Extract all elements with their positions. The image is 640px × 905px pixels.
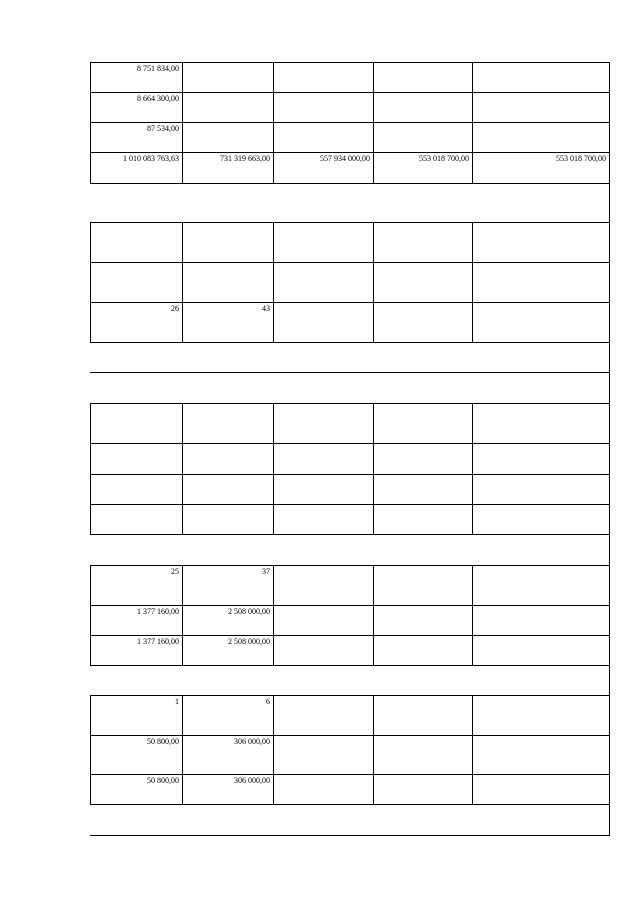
row-rule [90,735,610,736]
column-rule [273,565,274,665]
table-cell: 1 377 160,00 [137,607,179,616]
row-rule [90,183,610,184]
column-rule [373,222,374,342]
row-rule [90,695,610,696]
table-cell: 553 018 700,00 [419,154,469,163]
table-cell: 2 508 000,00 [228,607,270,616]
row-rule [90,152,610,153]
table-cell: 1 [175,697,179,706]
table-cell: 6 [266,697,270,706]
column-rule [472,62,473,183]
table-cell: 8 664 300,00 [137,94,179,103]
table-cell: 553 018 700,00 [556,154,606,163]
column-rule [90,222,91,342]
row-rule [90,504,610,505]
row-rule [90,62,610,63]
column-rule [90,403,91,534]
row-rule [90,92,610,93]
row-rule [90,122,610,123]
column-rule [273,403,274,534]
column-rule [90,695,91,804]
column-rule [472,695,473,804]
column-rule [273,222,274,342]
column-rule [373,62,374,183]
row-rule [90,302,610,303]
column-rule [373,695,374,804]
table-cell: 87 534,00 [147,124,179,133]
column-rule [182,695,183,804]
table-cell: 731 319 663,00 [220,154,270,163]
table-cell: 557 934 000,00 [320,154,370,163]
table-cell: 1 377 160,00 [137,637,179,646]
column-rule [609,62,610,835]
column-rule [182,222,183,342]
row-rule [90,774,610,775]
row-rule [90,474,610,475]
table-cell: 43 [262,304,270,313]
table-cell: 1 010 083 763,63 [123,154,179,163]
column-rule [472,222,473,342]
table-cell: 25 [171,567,179,576]
row-rule [90,534,610,535]
column-rule [182,62,183,183]
table-cell: 50 800,00 [147,776,179,785]
row-rule [90,804,610,805]
column-rule [472,565,473,665]
table-cell: 26 [171,304,179,313]
column-rule [373,565,374,665]
row-rule [90,605,610,606]
column-rule [90,62,91,183]
row-rule [90,372,610,373]
column-rule [472,403,473,534]
row-rule [90,403,610,404]
row-rule [90,635,610,636]
row-rule [90,222,610,223]
table-cell: 50 800,00 [147,737,179,746]
row-rule [90,835,610,836]
row-rule [90,443,610,444]
row-rule [90,262,610,263]
column-rule [90,565,91,665]
column-rule [273,62,274,183]
column-rule [182,403,183,534]
column-rule [182,565,183,665]
row-rule [90,342,610,343]
table-cell: 37 [262,567,270,576]
row-rule [90,565,610,566]
table-cell: 306 000,00 [234,737,270,746]
table-cell: 2 508 000,00 [228,637,270,646]
column-rule [273,695,274,804]
table-cell: 306 000,00 [234,776,270,785]
column-rule [373,403,374,534]
table-cell: 8 751 834,00 [137,64,179,73]
row-rule [90,665,610,666]
